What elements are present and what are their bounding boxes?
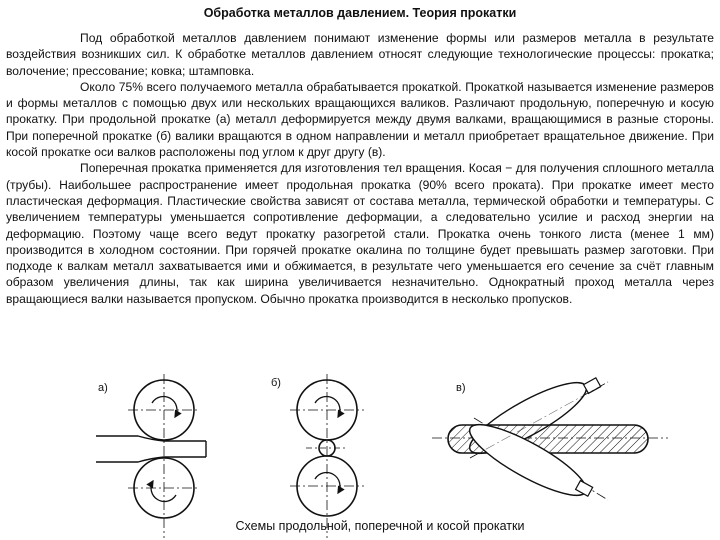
scheme-a-longitudinal <box>96 374 206 538</box>
paragraph-2: Около 75% всего получаемого металла обрабатывается прокаткой. Прокаткой называется изменение размеров и формы металлов с помощью двух или нескольких вращающихся валиков. Различают продольную, поперечную и косую прокатку. При продольной прокатке (а) металл деформируется между двумя валками, вращающимися в разные стороны. При поперечной прокатке (б) валики вращаются в одном направлении и металл приобретает вращательное движение. При косой прокатке оси валков расположены под углом к друг другу (в). <box>6 79 714 160</box>
figure-caption: Схемы продольной, поперечной и косой прокатки <box>235 519 525 533</box>
rotation-arrow-icon <box>151 481 176 501</box>
rotation-arrow-icon <box>152 397 177 417</box>
paragraph-1: Под обработкой металлов давлением понимают изменение формы или размеров металла в результате воздействия возникших сил. К обработке металлов давлением относят следующие технологические процессы: прокатка; волочение; прессование; ковка; штамповка. <box>6 31 714 78</box>
page-title: Обработка металлов давлением. Теория прокатки <box>203 6 517 20</box>
scheme-a-label: а) <box>98 382 108 394</box>
scheme-b-label: б) <box>271 377 281 389</box>
rotation-arrow-icon <box>315 397 340 417</box>
scheme-b-transverse <box>271 374 364 538</box>
rotation-arrow-icon <box>315 473 340 493</box>
article-body <box>6 30 714 307</box>
scheme-c-label: в) <box>456 382 466 394</box>
scheme-c-skew <box>432 371 668 507</box>
rolling-schemes-figure <box>0 368 720 540</box>
paragraph-3: Поперечная прокатка применяется для изготовления тел вращения. Косая − для получения сплошного металла (трубы). Наибольшее распространение имеет продольная прокатка (90% всего проката). При прокатке имеет место пластическая деформация. Пластические свойства зависят от состава металла, термической обработки и температуры. С увеличением температуры уменьшается сопротивление деформации, а следовательно усилие и расход энергии на деформацию. Поэтому чаще всего ведут прокатку разогретой стали. Прокатка очень тонкого листа (менее 1 мм) производится в холодном состоянии. При горячей прокатке окалина по толщине будет превышать размер заготовки. При подходе к валкам металл захватывается ими и обжимается, в результате чего уменьшается его сечение за счёт главным образом увеличения длины, так как ширина увеличивается незначительно. Однократный проход металла через вращающиеся валки называется пропуском. Обычно прокатка производится в несколько пропусков. <box>6 161 714 306</box>
